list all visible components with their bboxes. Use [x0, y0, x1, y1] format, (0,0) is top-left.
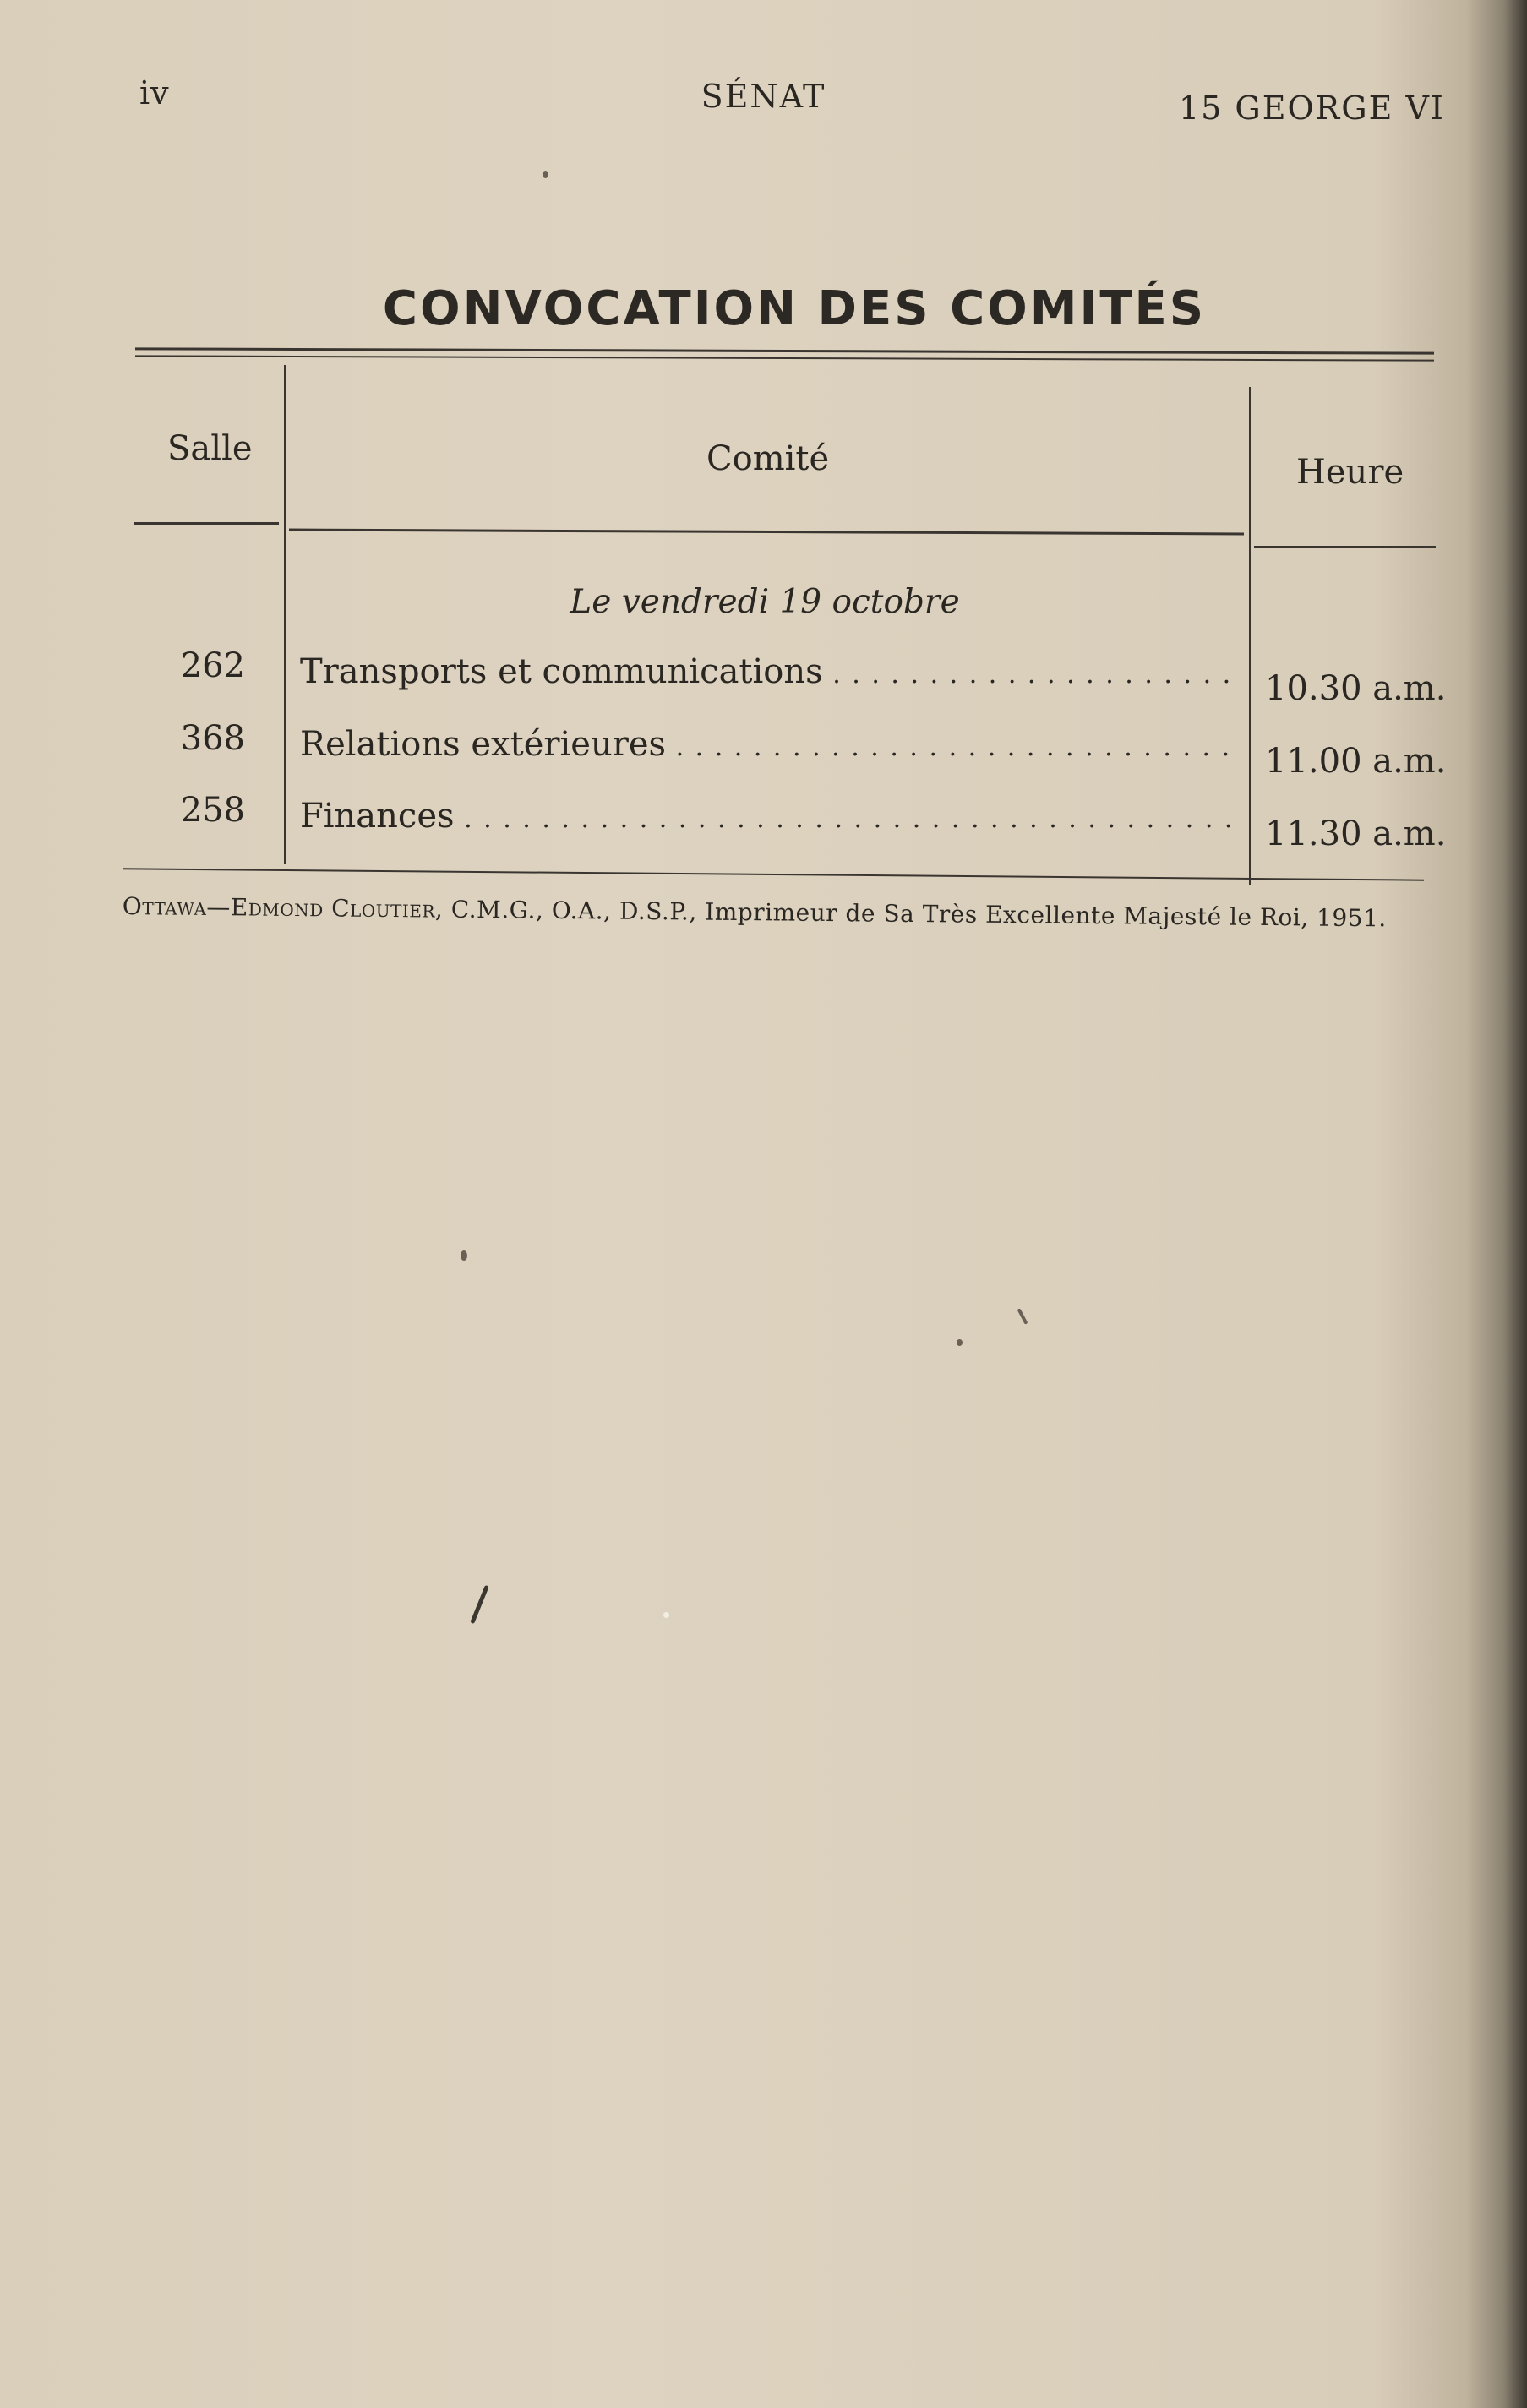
running-title: SÉNAT	[701, 78, 826, 115]
header-time: Heure	[1296, 453, 1404, 492]
row-room-number: 368	[180, 719, 245, 758]
table-bottom-rule	[123, 868, 1424, 880]
header-rule-committee	[289, 529, 1244, 536]
row-room-number: 258	[180, 791, 245, 830]
row-time: 11.00 a.m.	[1265, 742, 1447, 781]
row-committee-name: Finances . . .	[300, 797, 1238, 836]
row-room-number: 262	[180, 646, 245, 685]
printer-imprint: Ottawa—Edmond Cloutier, C.M.G., O.A., D.S.P., Imprimeur de Sa Très Excellente Majesté le Roi, 1951.	[122, 892, 1387, 933]
day-heading: Le vendredi 19 octobre	[570, 583, 960, 621]
column-divider-right	[1249, 387, 1251, 885]
row-committee-name: Relations extérieures . . .	[300, 725, 1238, 764]
header-committee: Comité	[706, 439, 830, 478]
title-rule-bottom	[135, 355, 1434, 361]
paper-mark	[1017, 1308, 1028, 1325]
row-time: 10.30 a.m.	[1265, 669, 1447, 708]
paper-speck	[543, 171, 548, 178]
header-room: Salle	[167, 429, 253, 468]
paper-speck	[663, 1612, 669, 1618]
session-label: 15 GEORGE VI	[1179, 90, 1445, 127]
header-rule-time	[1254, 546, 1436, 548]
row-committee-name: Transports et communications . . .	[300, 652, 1238, 691]
imprint-place: Ottawa	[122, 892, 207, 921]
paper-speck	[957, 1339, 963, 1346]
imprint-printer: Edmond Cloutier	[230, 893, 436, 923]
header-rule-room	[134, 522, 279, 525]
column-divider-left	[284, 365, 286, 864]
paper-speck	[461, 1250, 467, 1261]
paper-mark	[470, 1585, 489, 1624]
page-number: iv	[139, 74, 170, 112]
title-rule-top	[135, 347, 1434, 354]
imprint-details: , C.M.G., O.A., D.S.P., Imprimeur de Sa Très Excellente Majesté le Roi, 1951.	[434, 895, 1387, 933]
row-time: 11.30 a.m.	[1265, 814, 1447, 853]
page-title: CONVOCATION DES COMITÉS	[382, 281, 1207, 336]
